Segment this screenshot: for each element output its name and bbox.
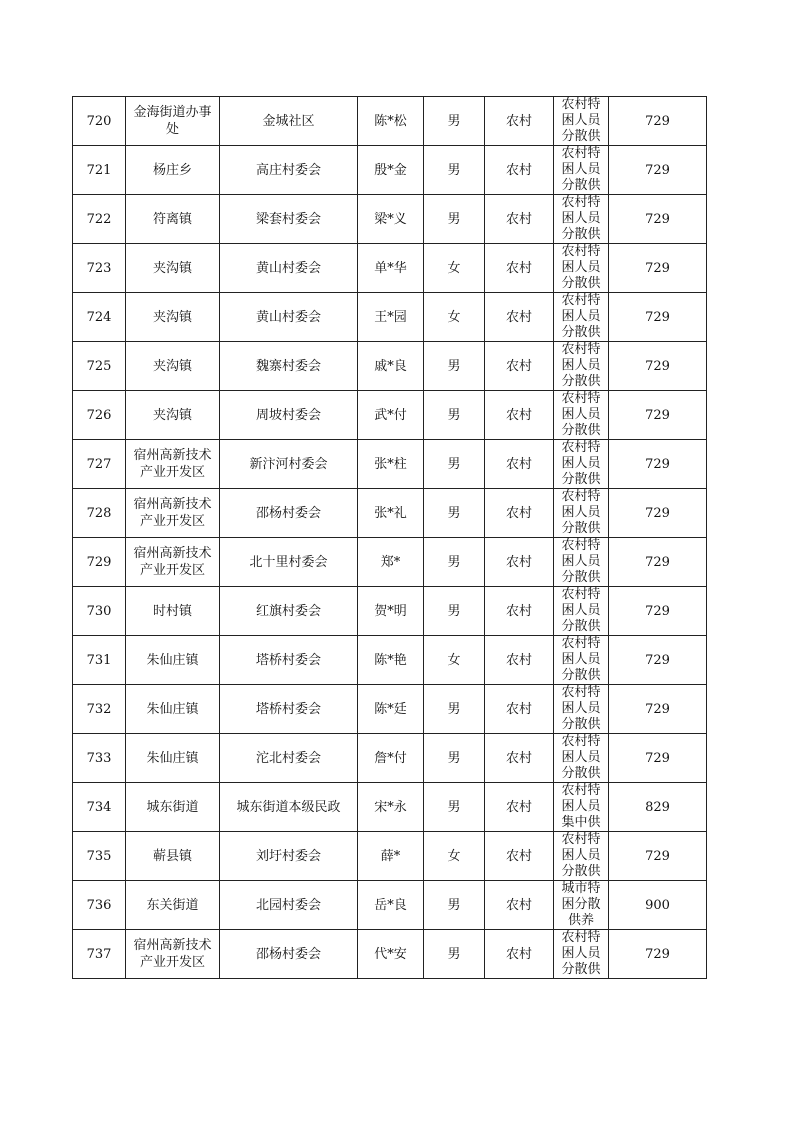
support-category	[554, 636, 609, 685]
person-name: 宋*永	[358, 783, 424, 832]
gender: 男	[424, 783, 485, 832]
table-row	[73, 391, 707, 440]
household-area: 农村	[485, 342, 554, 391]
person-name: 陈*艳	[358, 636, 424, 685]
gender: 女	[424, 636, 485, 685]
row-number: 729	[73, 538, 126, 587]
support-category	[554, 146, 609, 195]
village-committee: 刘圩村委会	[220, 832, 358, 881]
support-category	[554, 440, 609, 489]
table-row	[73, 489, 707, 538]
household-area: 农村	[485, 930, 554, 979]
person-name: 张*礼	[358, 489, 424, 538]
gender: 女	[424, 832, 485, 881]
household-area: 农村	[485, 832, 554, 881]
row-number: 724	[73, 293, 126, 342]
roster-body	[73, 97, 707, 979]
benefit-amount: 729	[609, 489, 707, 538]
table-row	[73, 538, 707, 587]
support-category-text: 农村特困人员分散供	[561, 538, 601, 585]
row-number: 721	[73, 146, 126, 195]
table-row	[73, 734, 707, 783]
table-row	[73, 97, 707, 146]
support-category-text: 农村特困人员集中供	[561, 783, 601, 830]
gender: 男	[424, 734, 485, 783]
table-row	[73, 195, 707, 244]
support-category-text: 农村特困人员分散供	[561, 489, 601, 536]
support-category-text: 农村特困人员分散供	[561, 293, 601, 340]
support-category-text: 农村特困人员分散供	[561, 930, 601, 977]
village-committee: 高庄村委会	[220, 146, 358, 195]
support-category	[554, 342, 609, 391]
village-committee: 沱北村委会	[220, 734, 358, 783]
village-committee: 周坡村委会	[220, 391, 358, 440]
support-category	[554, 685, 609, 734]
village-committee: 北十里村委会	[220, 538, 358, 587]
household-area: 农村	[485, 489, 554, 538]
village-committee: 金城社区	[220, 97, 358, 146]
support-category-text: 城市特困分散供养	[561, 881, 601, 928]
person-name: 岳*良	[358, 881, 424, 930]
village-committee: 塔桥村委会	[220, 636, 358, 685]
benefit-amount: 729	[609, 342, 707, 391]
person-name: 郑*	[358, 538, 424, 587]
support-category	[554, 97, 609, 146]
row-number: 723	[73, 244, 126, 293]
row-number: 735	[73, 832, 126, 881]
village-committee: 城东街道本级民政	[220, 783, 358, 832]
township: 城东街道	[126, 783, 220, 832]
person-name: 王*园	[358, 293, 424, 342]
township: 夹沟镇	[126, 293, 220, 342]
township: 宿州高新技术产业开发区	[126, 440, 220, 489]
person-name: 贺*明	[358, 587, 424, 636]
household-area: 农村	[485, 881, 554, 930]
table-row	[73, 930, 707, 979]
village-committee: 塔桥村委会	[220, 685, 358, 734]
row-number: 730	[73, 587, 126, 636]
township: 宿州高新技术产业开发区	[126, 930, 220, 979]
support-category	[554, 391, 609, 440]
township: 蕲县镇	[126, 832, 220, 881]
household-area: 农村	[485, 587, 554, 636]
table-row	[73, 146, 707, 195]
gender: 男	[424, 440, 485, 489]
benefit-amount: 729	[609, 440, 707, 489]
township: 东关街道	[126, 881, 220, 930]
village-committee: 黄山村委会	[220, 293, 358, 342]
support-category-text: 农村特困人员分散供	[561, 685, 601, 732]
person-name: 陈*廷	[358, 685, 424, 734]
benefit-amount: 900	[609, 881, 707, 930]
row-number: 720	[73, 97, 126, 146]
household-area: 农村	[485, 391, 554, 440]
support-category	[554, 734, 609, 783]
support-category	[554, 783, 609, 832]
township: 夹沟镇	[126, 342, 220, 391]
support-category	[554, 587, 609, 636]
support-category-text: 农村特困人员分散供	[561, 391, 601, 438]
household-area: 农村	[485, 734, 554, 783]
township: 夹沟镇	[126, 391, 220, 440]
support-category-text: 农村特困人员分散供	[561, 195, 601, 242]
row-number: 727	[73, 440, 126, 489]
person-name: 殷*金	[358, 146, 424, 195]
relief-roster-table	[72, 96, 707, 979]
row-number: 726	[73, 391, 126, 440]
village-committee: 黄山村委会	[220, 244, 358, 293]
gender: 女	[424, 244, 485, 293]
township: 朱仙庄镇	[126, 636, 220, 685]
gender: 男	[424, 391, 485, 440]
township: 符离镇	[126, 195, 220, 244]
support-category-text: 农村特困人员分散供	[561, 146, 601, 193]
row-number: 731	[73, 636, 126, 685]
support-category	[554, 930, 609, 979]
row-number: 737	[73, 930, 126, 979]
row-number: 733	[73, 734, 126, 783]
row-number: 736	[73, 881, 126, 930]
gender: 男	[424, 489, 485, 538]
support-category-text: 农村特困人员分散供	[561, 832, 601, 879]
person-name: 陈*松	[358, 97, 424, 146]
person-name: 代*安	[358, 930, 424, 979]
gender: 男	[424, 342, 485, 391]
village-committee: 邵杨村委会	[220, 930, 358, 979]
table-row	[73, 342, 707, 391]
table-row	[73, 636, 707, 685]
person-name: 戚*良	[358, 342, 424, 391]
table-row	[73, 685, 707, 734]
support-category-text: 农村特困人员分散供	[561, 734, 601, 781]
village-committee: 邵杨村委会	[220, 489, 358, 538]
township: 朱仙庄镇	[126, 685, 220, 734]
village-committee: 魏寨村委会	[220, 342, 358, 391]
household-area: 农村	[485, 685, 554, 734]
village-committee: 红旗村委会	[220, 587, 358, 636]
gender: 男	[424, 195, 485, 244]
household-area: 农村	[485, 538, 554, 587]
gender: 男	[424, 881, 485, 930]
row-number: 725	[73, 342, 126, 391]
benefit-amount: 729	[609, 293, 707, 342]
benefit-amount: 729	[609, 587, 707, 636]
gender: 男	[424, 930, 485, 979]
household-area: 农村	[485, 195, 554, 244]
support-category	[554, 832, 609, 881]
table-row	[73, 293, 707, 342]
person-name: 单*华	[358, 244, 424, 293]
support-category-text: 农村特困人员分散供	[561, 97, 601, 144]
gender: 男	[424, 538, 485, 587]
township: 宿州高新技术产业开发区	[126, 538, 220, 587]
benefit-amount: 729	[609, 734, 707, 783]
person-name: 张*柱	[358, 440, 424, 489]
benefit-amount: 829	[609, 783, 707, 832]
benefit-amount: 729	[609, 244, 707, 293]
table-row	[73, 832, 707, 881]
person-name: 薛*	[358, 832, 424, 881]
support-category	[554, 538, 609, 587]
township: 宿州高新技术产业开发区	[126, 489, 220, 538]
benefit-amount: 729	[609, 636, 707, 685]
support-category	[554, 881, 609, 930]
gender: 男	[424, 685, 485, 734]
row-number: 728	[73, 489, 126, 538]
support-category-text: 农村特困人员分散供	[561, 342, 601, 389]
table-row	[73, 881, 707, 930]
benefit-amount: 729	[609, 930, 707, 979]
benefit-amount: 729	[609, 97, 707, 146]
table-row	[73, 783, 707, 832]
household-area: 农村	[485, 293, 554, 342]
gender: 男	[424, 587, 485, 636]
household-area: 农村	[485, 440, 554, 489]
person-name: 武*付	[358, 391, 424, 440]
row-number: 734	[73, 783, 126, 832]
gender: 男	[424, 146, 485, 195]
township: 时村镇	[126, 587, 220, 636]
benefit-amount: 729	[609, 685, 707, 734]
gender: 男	[424, 97, 485, 146]
support-category	[554, 195, 609, 244]
support-category-text: 农村特困人员分散供	[561, 244, 601, 291]
table-row	[73, 587, 707, 636]
village-committee: 梁套村委会	[220, 195, 358, 244]
row-number: 732	[73, 685, 126, 734]
person-name: 梁*义	[358, 195, 424, 244]
household-area: 农村	[485, 783, 554, 832]
benefit-amount: 729	[609, 195, 707, 244]
township: 夹沟镇	[126, 244, 220, 293]
person-name: 詹*付	[358, 734, 424, 783]
support-category-text: 农村特困人员分散供	[561, 440, 601, 487]
table-row	[73, 440, 707, 489]
row-number: 722	[73, 195, 126, 244]
village-committee: 北园村委会	[220, 881, 358, 930]
benefit-amount: 729	[609, 391, 707, 440]
gender: 女	[424, 293, 485, 342]
household-area: 农村	[485, 636, 554, 685]
support-category-text: 农村特困人员分散供	[561, 587, 601, 634]
benefit-amount: 729	[609, 538, 707, 587]
benefit-amount: 729	[609, 832, 707, 881]
support-category-text: 农村特困人员分散供	[561, 636, 601, 683]
township: 朱仙庄镇	[126, 734, 220, 783]
support-category	[554, 293, 609, 342]
household-area: 农村	[485, 146, 554, 195]
township: 杨庄乡	[126, 146, 220, 195]
household-area: 农村	[485, 244, 554, 293]
support-category	[554, 244, 609, 293]
support-category	[554, 489, 609, 538]
township: 金海街道办事处	[126, 97, 220, 146]
household-area: 农村	[485, 97, 554, 146]
table-row	[73, 244, 707, 293]
village-committee: 新汴河村委会	[220, 440, 358, 489]
benefit-amount: 729	[609, 146, 707, 195]
